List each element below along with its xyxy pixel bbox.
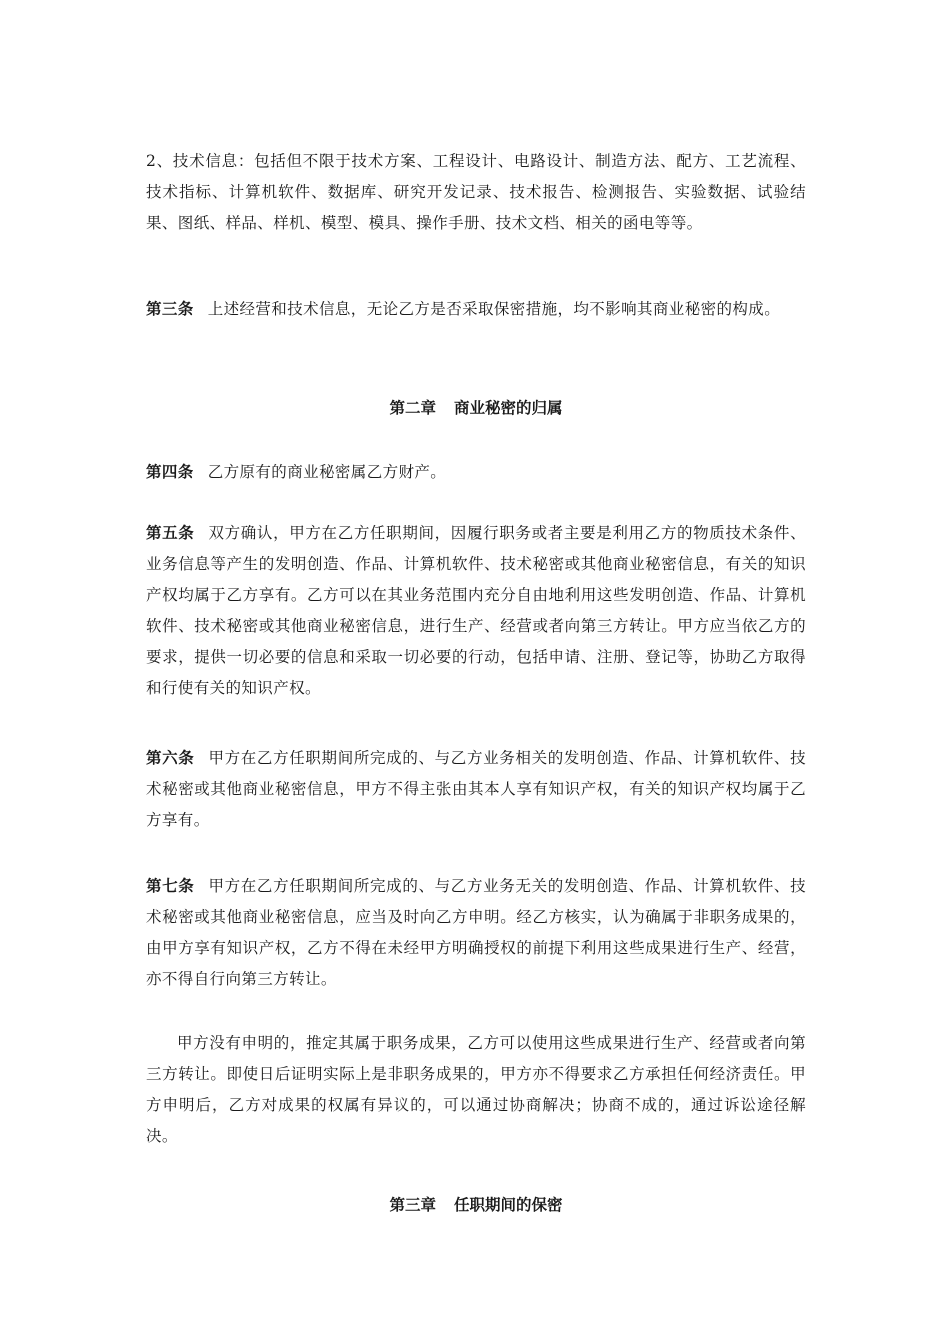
article-7-text: 甲方在乙方任职期间所完成的、与乙方业务无关的发明创造、作品、计算机软件、技术秘密或其他商业秘密信息，应当及时向乙方申明。经乙方核实，认为确属于非职务成果的，由甲方享有知识产权，乙方不得在未经甲方明确授权的前提下利用这些成果进行生产、经营，亦不得自行向第三方转让。 — [146, 877, 806, 988]
article-3-label: 第三条 — [146, 299, 194, 318]
chapter-3-number: 第三章 — [389, 1195, 436, 1214]
article-6-label: 第六条 — [146, 748, 195, 767]
article-3-text: 上述经营和技术信息，无论乙方是否采取保密措施，均不影响其商业秘密的构成。 — [207, 300, 781, 318]
chapter-3-heading — [146, 1189, 806, 1220]
article-6 — [146, 742, 806, 836]
chapter-3-title: 任职期间的保密 — [454, 1195, 563, 1214]
article-5-text: 双方确认，甲方在乙方任职期间，因履行职务或者主要是利用乙方的物质技术条件、业务信息等产生的发明创造、作品、计算机软件、技术秘密或其他商业秘密信息，有关的知识产权均属于乙方享有。乙方可以在其业务范围内充分自由地利用这些发明创造、作品、计算机软件、技术秘密或其他商业秘密信息，进行生产、经营或者向第三方转让。甲方应当依乙方的要求，提供一切必要的信息和采取一切必要的行动，包括申请、注册、登记等，协助乙方取得和行使有关的知识产权。 — [146, 524, 806, 697]
article-7 — [146, 870, 806, 995]
article-3 — [146, 293, 806, 325]
chapter-2-title: 商业秘密的归属 — [454, 398, 563, 417]
article-4 — [146, 456, 806, 488]
article-7-label: 第七条 — [146, 876, 195, 895]
chapter-2-heading — [146, 392, 806, 423]
article-7-continued: 甲方没有申明的，推定其属于职务成果，乙方可以使用这些成果进行生产、经营或者向第三方转让。即使日后证明实际上是非职务成果的，甲方亦不得要求乙方承担任何经济责任。甲方申明后，乙方对成果的权属有异议的，可以通过协商解决；协商不成的，通过诉讼途径解决。 — [146, 1034, 806, 1145]
article-4-text: 乙方原有的商业秘密属乙方财产。 — [207, 463, 447, 481]
article-5-label: 第五条 — [146, 523, 195, 542]
chapter-2-number: 第二章 — [389, 398, 436, 417]
article-6-text: 甲方在乙方任职期间所完成的、与乙方业务相关的发明创造、作品、计算机软件、技术秘密或其他商业秘密信息，甲方不得主张由其本人享有知识产权，有关的知识产权均属于乙方享有。 — [146, 749, 806, 829]
paragraph-tech-info: 2、技术信息：包括但不限于技术方案、工程设计、电路设计、制造方法、配方、工艺流程、技术指标、计算机软件、数据库、研究开发记录、技术报告、检测报告、实验数据、试验结果、图纸、样品、样机、模型、模具、操作手册、技术文档、相关的函电等等。 — [146, 152, 806, 232]
article-5 — [146, 517, 806, 704]
article-4-label: 第四条 — [146, 462, 194, 481]
